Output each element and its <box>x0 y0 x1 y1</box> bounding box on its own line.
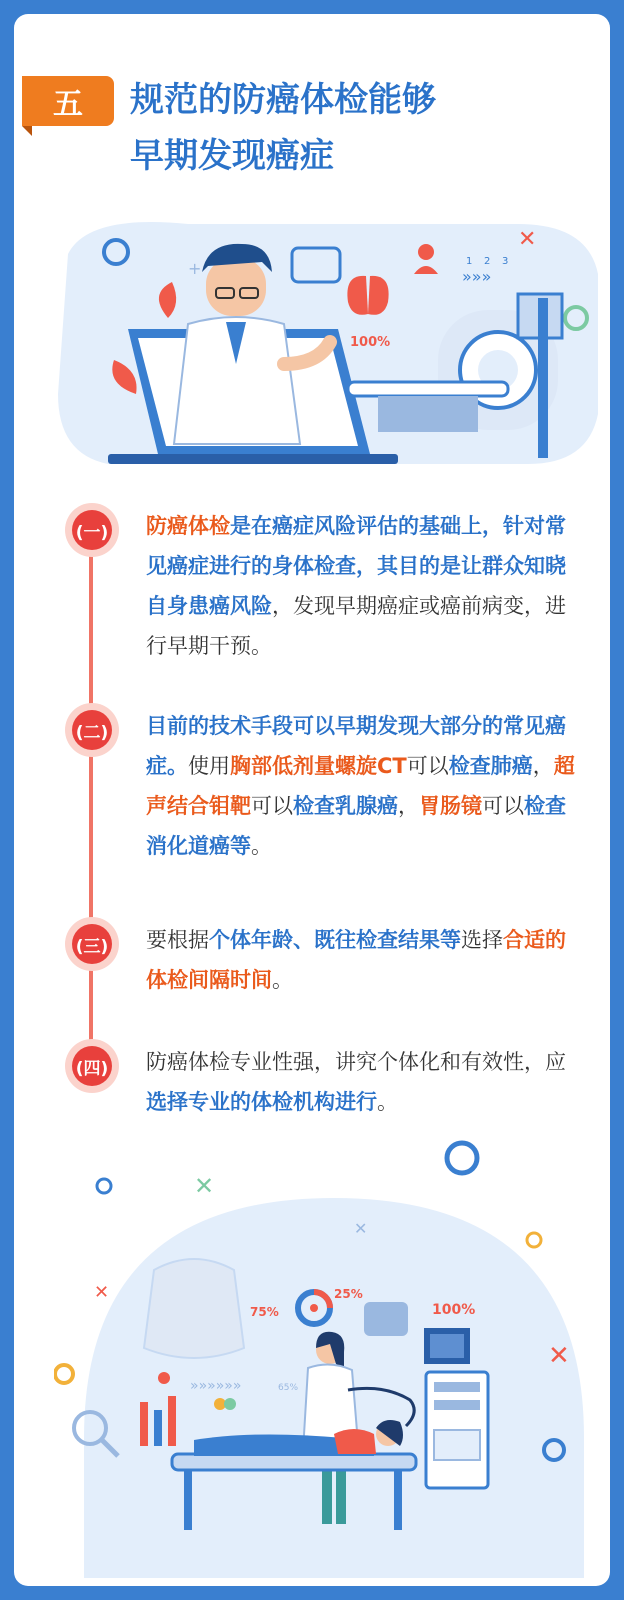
item-text-segment: 防癌体检 <box>146 514 230 538</box>
cross-icon: ✕ <box>548 1341 570 1371</box>
item-number-badge: (四) <box>72 1046 112 1086</box>
step-2-label: 2 <box>484 256 491 267</box>
item-text-segment: 检查消化道癌等 <box>146 794 566 858</box>
step-3-label: 3 <box>502 256 509 267</box>
chevrons-icon: »»» <box>462 267 492 286</box>
content-card <box>14 14 610 1586</box>
item-text-segment: ， <box>398 794 419 818</box>
ultrasound-scan-image <box>144 1259 244 1358</box>
title-text-1: 规范的防癌体检能够 <box>130 80 436 120</box>
item-text-segment: 是在癌症风险评估的基础上，针对常见癌症进行的身体检查，其目的是让群众知晓自身患癌风险 <box>146 514 566 618</box>
percent-75-label: 75% <box>250 1305 279 1319</box>
item-text-segment: 胸部低剂量螺旋CT <box>230 754 407 778</box>
patient-shirt <box>334 1429 376 1454</box>
exam-bed <box>172 1454 416 1470</box>
person-icon <box>418 244 434 260</box>
ultrasound-exam-illustration <box>54 1138 610 1578</box>
doctor-face <box>206 258 266 316</box>
item-text-segment: 超声结合钼靶 <box>146 754 575 818</box>
section-title-line-2 <box>122 128 342 177</box>
item-text <box>146 1042 586 1122</box>
item-text-segment: 。 <box>272 968 293 992</box>
cross-icon: ✕ <box>194 1172 215 1200</box>
person-icon <box>158 1372 170 1384</box>
scanner-bed <box>348 382 508 396</box>
percent-25-label: 25% <box>334 1287 363 1301</box>
item-number-badge: (二) <box>72 710 112 750</box>
item-text-segment: 选择专业的体检机构进行 <box>146 1090 377 1114</box>
ring-icon <box>527 1233 541 1247</box>
cross-icon: ✕ <box>518 227 537 252</box>
item-number-badge: (三) <box>72 924 112 964</box>
item-text-segment: 个体年龄、既往检查结果等 <box>209 928 461 952</box>
item-text <box>146 506 586 666</box>
item-text-segment: 可以 <box>482 794 524 818</box>
progress-label: 65% <box>278 1383 299 1393</box>
item-text-segment: ， <box>532 754 554 778</box>
section-number: 五 <box>53 87 83 122</box>
item-text-segment: 使用 <box>188 754 230 778</box>
item-text-segment: ，发现早期癌症或癌前病变，进行早期干预。 <box>146 594 566 658</box>
item-text-segment: 。 <box>251 834 272 858</box>
doctor-ct-illustration <box>48 214 608 484</box>
cross-icon: ✕ <box>354 1219 368 1238</box>
item-text-segment: 检查肺癌 <box>448 754 533 778</box>
ring-icon <box>447 1143 477 1173</box>
ring-icon <box>97 1179 111 1193</box>
stat-bar <box>140 1402 148 1446</box>
item-text-segment: 。 <box>377 1090 398 1114</box>
chevrons-icon: »»»»»» <box>190 1378 242 1394</box>
stat-bar <box>168 1396 176 1446</box>
item-text-segment: 防癌体检专业性强，讲究个体化和有效性，应 <box>146 1050 566 1074</box>
speech-bubble <box>364 1302 408 1336</box>
timeline-line <box>89 544 93 1064</box>
item-text-segment: 可以 <box>251 794 293 818</box>
section-title-line-1 <box>122 72 444 121</box>
laptop-base <box>108 454 398 464</box>
item-text-segment: 要根据 <box>146 928 209 952</box>
item-text <box>146 706 586 866</box>
item-number-badge: (一) <box>72 510 112 550</box>
item-text <box>146 920 586 1000</box>
title-text-2: 早期发现癌症 <box>130 136 334 176</box>
plus-icon: + <box>188 259 202 278</box>
monitor-percent-label: 100% <box>432 1302 476 1318</box>
section-number-badge <box>22 76 114 126</box>
stat-bar <box>154 1410 162 1446</box>
ring-icon <box>55 1365 73 1383</box>
cross-icon: ✕ <box>94 1282 110 1303</box>
item-text-segment: 检查乳腺癌 <box>293 794 398 818</box>
item-text-segment: 选择 <box>461 928 503 952</box>
item-text-segment: 胃肠镜 <box>419 794 482 818</box>
step-1-label: 1 <box>466 256 473 267</box>
percent-label: 100% <box>350 335 391 350</box>
item-text-segment: 目前的技术手段可以早期发现大部分的常见癌症。 <box>146 714 566 778</box>
item-text-segment: 可以 <box>406 754 449 778</box>
item-text-segment: 合适的体检间隔时间 <box>146 928 566 992</box>
